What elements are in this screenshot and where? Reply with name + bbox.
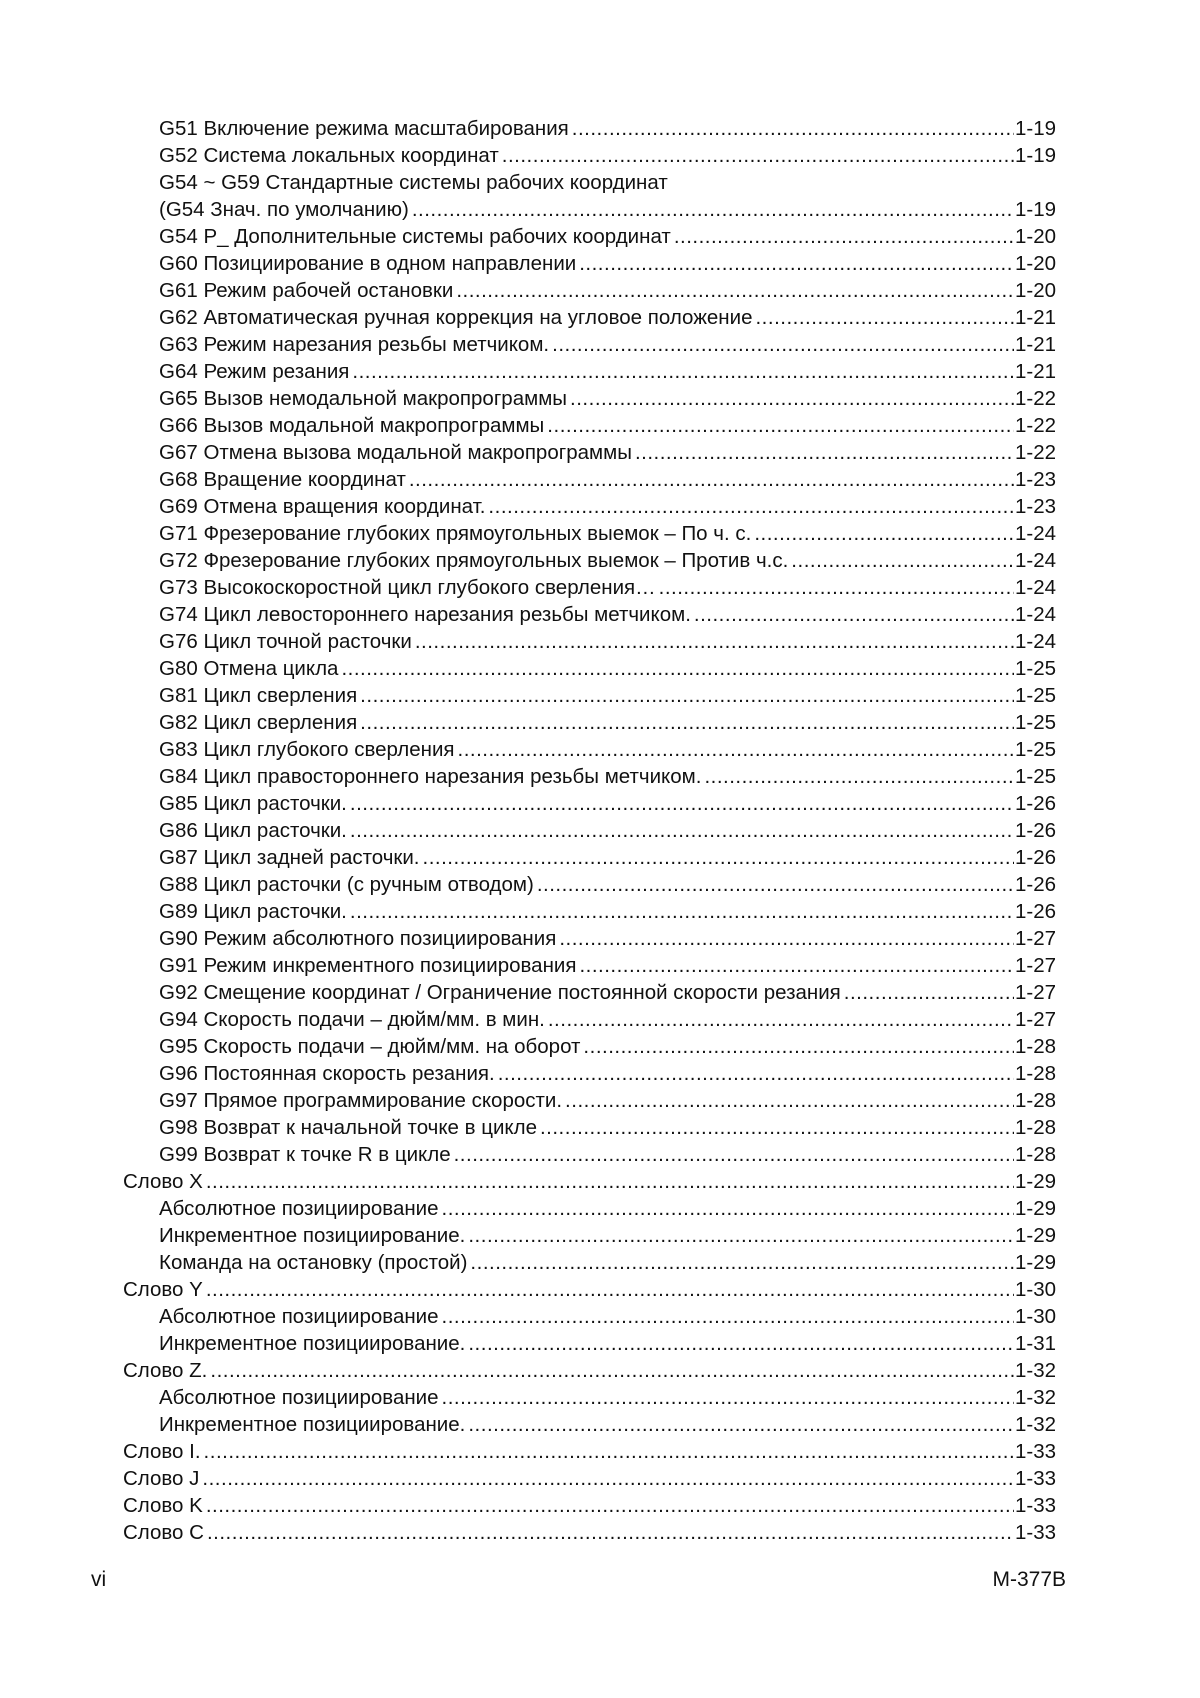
toc-entry-title: Инкрементное позициирование. xyxy=(159,1332,466,1355)
toc-entry-page: 1-22 xyxy=(1014,414,1056,437)
toc-entry-page: 1-29 xyxy=(1014,1251,1056,1274)
toc-entry-title: Абсолютное позициирование xyxy=(159,1386,439,1409)
toc-entry-title: Слово K xyxy=(123,1494,203,1517)
toc-entry[interactable] xyxy=(123,628,1056,655)
toc-dot-leader xyxy=(204,1438,1014,1465)
toc-entry[interactable] xyxy=(123,682,1056,709)
toc-dot-leader xyxy=(579,952,1014,979)
toc-entry-title: G54 ~ G59 Стандартные системы рабочих координат xyxy=(159,171,668,194)
toc-entry[interactable] xyxy=(123,655,1056,682)
toc-entry-page: 1-23 xyxy=(1014,495,1056,518)
toc-entry-title: G83 Цикл глубокого сверления xyxy=(159,738,455,761)
toc-dot-leader xyxy=(754,520,1014,547)
footer-document-code: M-377B xyxy=(992,1568,1066,1591)
toc-entry[interactable] xyxy=(123,520,1056,547)
toc-dot-leader xyxy=(488,493,1014,520)
toc-entry[interactable] xyxy=(123,736,1056,763)
toc-entry-title: G80 Отмена цикла xyxy=(159,657,339,680)
toc-entry-title: G72 Фрезерование глубоких прямоугольных выемок – Против ч.с. xyxy=(159,549,789,572)
toc-entry[interactable] xyxy=(123,196,1056,223)
toc-dot-leader xyxy=(206,1492,1014,1519)
toc-entry-title: Слово Z. xyxy=(123,1359,208,1382)
toc-dot-leader xyxy=(423,844,1014,871)
table-of-contents xyxy=(123,115,1056,1546)
toc-entry-title: G66 Вызов модальной макропрограммы xyxy=(159,414,545,437)
toc-entry-title: G76 Цикл точной расточки xyxy=(159,630,412,653)
toc-dot-leader xyxy=(341,655,1014,682)
toc-entry-page: 1-32 xyxy=(1014,1386,1056,1409)
toc-entry-title: G52 Система локальных координат xyxy=(159,144,499,167)
toc-entry[interactable] xyxy=(123,115,1056,142)
toc-entry-page: 1-27 xyxy=(1014,1008,1056,1031)
toc-entry-page: 1-19 xyxy=(1014,198,1056,221)
toc-dot-leader xyxy=(540,1114,1014,1141)
toc-entry-title: G89 Цикл расточки. xyxy=(159,900,347,923)
toc-entry-title: G85 Цикл расточки. xyxy=(159,792,347,815)
toc-dot-leader xyxy=(352,358,1014,385)
toc-entry-title: G84 Цикл правостороннего нарезания резьбы метчиком. xyxy=(159,765,702,788)
toc-entry-title: G68 Вращение координат xyxy=(159,468,406,491)
toc-entry[interactable] xyxy=(123,979,1056,1006)
toc-dot-leader xyxy=(456,277,1014,304)
toc-dot-leader xyxy=(635,439,1014,466)
toc-entry-page: 1-28 xyxy=(1014,1089,1056,1112)
toc-entry-title: Команда на остановку (простой) xyxy=(159,1251,468,1274)
toc-entry-title: G81 Цикл сверления xyxy=(159,684,358,707)
toc-dot-leader xyxy=(694,601,1014,628)
toc-entry-page: 1-22 xyxy=(1014,387,1056,410)
toc-entry-title: Слово Y xyxy=(123,1278,203,1301)
toc-entry[interactable] xyxy=(123,1060,1056,1087)
toc-entry[interactable] xyxy=(123,331,1056,358)
toc-entry-page: 1-24 xyxy=(1014,522,1056,545)
toc-entry-title: Абсолютное позициирование xyxy=(159,1197,439,1220)
toc-entry[interactable] xyxy=(123,1087,1056,1114)
toc-dot-leader xyxy=(583,1033,1014,1060)
toc-dot-leader xyxy=(844,979,1014,1006)
toc-dot-leader xyxy=(537,871,1014,898)
toc-dot-leader xyxy=(442,1303,1014,1330)
toc-entry-title: G92 Смещение координат / Ограничение постоянной скорости резания xyxy=(159,981,841,1004)
toc-entry-page: 1-30 xyxy=(1014,1278,1056,1301)
toc-dot-leader xyxy=(468,1330,1014,1357)
toc-dot-leader xyxy=(442,1384,1014,1411)
toc-entry[interactable] xyxy=(123,1438,1056,1465)
toc-entry-page: 1-33 xyxy=(1014,1494,1056,1517)
toc-entry-title: Слово J xyxy=(123,1467,200,1490)
toc-entry[interactable] xyxy=(123,790,1056,817)
toc-entry-title: G99 Возврат к точке R в цикле xyxy=(159,1143,451,1166)
toc-entry-page: 1-28 xyxy=(1014,1143,1056,1166)
toc-entry-page: 1-25 xyxy=(1014,765,1056,788)
toc-dot-leader xyxy=(468,1222,1014,1249)
toc-dot-leader xyxy=(470,1249,1014,1276)
toc-entry-page: 1-22 xyxy=(1014,441,1056,464)
toc-entry-page: 1-19 xyxy=(1014,144,1056,167)
toc-dot-leader xyxy=(704,763,1014,790)
toc-entry[interactable] xyxy=(123,1330,1056,1357)
toc-entry-title: G74 Цикл левостороннего нарезания резьбы метчиком. xyxy=(159,603,691,626)
toc-dot-leader xyxy=(350,898,1014,925)
toc-entry-page: 1-21 xyxy=(1014,360,1056,383)
toc-entry[interactable] xyxy=(123,763,1056,790)
toc-dot-leader xyxy=(674,223,1014,250)
toc-entry[interactable] xyxy=(123,1465,1056,1492)
toc-entry-title: G73 Высокоскоростной цикл глубокого сверления… xyxy=(159,576,656,599)
toc-entry-page: 1-26 xyxy=(1014,819,1056,842)
toc-dot-leader xyxy=(579,250,1014,277)
toc-entry[interactable] xyxy=(123,574,1056,601)
toc-entry[interactable] xyxy=(123,493,1056,520)
toc-dot-leader xyxy=(454,1141,1014,1168)
toc-entry[interactable] xyxy=(123,709,1056,736)
toc-entry[interactable] xyxy=(123,1195,1056,1222)
toc-entry-title: G96 Постоянная скорость резания. xyxy=(159,1062,495,1085)
toc-entry-page: 1-26 xyxy=(1014,900,1056,923)
toc-dot-leader xyxy=(350,790,1014,817)
toc-entry-page: 1-29 xyxy=(1014,1197,1056,1220)
toc-entry[interactable] xyxy=(123,385,1056,412)
toc-entry-page: 1-20 xyxy=(1014,279,1056,302)
toc-dot-leader xyxy=(570,385,1014,412)
toc-dot-leader xyxy=(552,331,1014,358)
toc-entry[interactable] xyxy=(123,1357,1056,1384)
toc-entry-title: Слово I. xyxy=(123,1440,201,1463)
toc-entry-title: G88 Цикл расточки (с ручным отводом) xyxy=(159,873,534,896)
toc-entry-title: G82 Цикл сверления xyxy=(159,711,358,734)
toc-entry-page: 1-31 xyxy=(1014,1332,1056,1355)
toc-dot-leader xyxy=(559,925,1014,952)
toc-entry-title: Инкрементное позициирование. xyxy=(159,1413,466,1436)
toc-dot-leader xyxy=(498,1060,1014,1087)
toc-entry[interactable] xyxy=(123,1303,1056,1330)
toc-entry-page: 1-30 xyxy=(1014,1305,1056,1328)
toc-dot-leader xyxy=(791,547,1014,574)
toc-entry[interactable] xyxy=(123,925,1056,952)
toc-entry-page: 1-26 xyxy=(1014,873,1056,896)
toc-entry-title: Абсолютное позициирование xyxy=(159,1305,439,1328)
toc-entry-page: 1-28 xyxy=(1014,1116,1056,1139)
toc-entry-page: 1-23 xyxy=(1014,468,1056,491)
toc-entry[interactable] xyxy=(123,277,1056,304)
footer-page-number: vi xyxy=(91,1568,107,1591)
toc-entry[interactable] xyxy=(123,1114,1056,1141)
toc-entry-title: G90 Режим абсолютного позициирования xyxy=(159,927,557,950)
toc-dot-leader xyxy=(206,1168,1014,1195)
toc-entry-page: 1-24 xyxy=(1014,549,1056,572)
toc-dot-leader xyxy=(350,817,1014,844)
toc-entry-page: 1-29 xyxy=(1014,1224,1056,1247)
toc-entry-title: G71 Фрезерование глубоких прямоугольных выемок – По ч. с. xyxy=(159,522,752,545)
toc-entry-page: 1-24 xyxy=(1014,603,1056,626)
toc-dot-leader xyxy=(458,736,1014,763)
toc-entry-page: 1-24 xyxy=(1014,576,1056,599)
toc-entry-page: 1-25 xyxy=(1014,684,1056,707)
toc-entry-title: (G54 Знач. по умолчанию) xyxy=(159,198,409,221)
toc-entry[interactable] xyxy=(123,1411,1056,1438)
toc-entry-page: 1-29 xyxy=(1014,1170,1056,1193)
toc-entry-title: G63 Режим нарезания резьбы метчиком. xyxy=(159,333,550,356)
toc-dot-leader xyxy=(202,1465,1014,1492)
toc-entry-page: 1-19 xyxy=(1014,117,1056,140)
toc-entry-title: G64 Режим резания xyxy=(159,360,350,383)
toc-entry[interactable] xyxy=(123,304,1056,331)
toc-entry-page: 1-21 xyxy=(1014,306,1056,329)
toc-entry[interactable] xyxy=(123,898,1056,925)
toc-entry[interactable] xyxy=(123,412,1056,439)
toc-entry-title: G97 Прямое программирование скорости. xyxy=(159,1089,563,1112)
toc-entry[interactable] xyxy=(123,1249,1056,1276)
toc-entry-page: 1-20 xyxy=(1014,225,1056,248)
toc-entry-page: 1-26 xyxy=(1014,846,1056,869)
toc-entry-page: 1-24 xyxy=(1014,630,1056,653)
toc-dot-leader xyxy=(468,1411,1014,1438)
toc-entry-title: Слово C xyxy=(123,1521,204,1544)
toc-entry[interactable] xyxy=(123,439,1056,466)
toc-entry-page: 1-33 xyxy=(1014,1440,1056,1463)
toc-entry-page: 1-26 xyxy=(1014,792,1056,815)
toc-dot-leader xyxy=(360,682,1014,709)
toc-entry-title: G91 Режим инкрементного позициирования xyxy=(159,954,577,977)
toc-entry[interactable] xyxy=(123,358,1056,385)
toc-entry-title: Инкрементное позициирование. xyxy=(159,1224,466,1247)
toc-entry-title: Слово X xyxy=(123,1170,203,1193)
toc-entry-title: G87 Цикл задней расточки. xyxy=(159,846,420,869)
toc-entry[interactable] xyxy=(123,1141,1056,1168)
toc-entry-title: G60 Позициирование в одном направлении xyxy=(159,252,577,275)
toc-entry-title: G54 P_ Дополнительные системы рабочих координат xyxy=(159,225,671,248)
toc-entry[interactable] xyxy=(123,142,1056,169)
toc-entry-page: 1-25 xyxy=(1014,711,1056,734)
toc-dot-leader xyxy=(572,115,1014,142)
toc-entry-title: G69 Отмена вращения координат. xyxy=(159,495,486,518)
toc-entry[interactable] xyxy=(123,601,1056,628)
toc-entry-page: 1-32 xyxy=(1014,1413,1056,1436)
toc-dot-leader xyxy=(412,196,1014,223)
toc-entry-title: G51 Включение режима масштабирования xyxy=(159,117,569,140)
toc-entry-page: 1-28 xyxy=(1014,1062,1056,1085)
toc-entry[interactable] xyxy=(123,250,1056,277)
toc-entry-page: 1-25 xyxy=(1014,657,1056,680)
toc-entry-title: G62 Автоматическая ручная коррекция на угловое положение xyxy=(159,306,753,329)
toc-entry[interactable] xyxy=(123,817,1056,844)
toc-dot-leader xyxy=(565,1087,1014,1114)
toc-entry[interactable] xyxy=(123,1519,1056,1546)
toc-dot-leader xyxy=(360,709,1014,736)
toc-entry-title: G95 Скорость подачи – дюйм/мм. на оборот xyxy=(159,1035,581,1058)
toc-entry-page: 1-21 xyxy=(1014,333,1056,356)
toc-entry-page: 1-27 xyxy=(1014,927,1056,950)
toc-entry[interactable] xyxy=(123,466,1056,493)
toc-dot-leader xyxy=(502,142,1014,169)
toc-entry-page: 1-32 xyxy=(1014,1359,1056,1382)
toc-dot-leader xyxy=(409,466,1014,493)
toc-entry[interactable] xyxy=(123,169,1056,196)
toc-entry[interactable] xyxy=(123,1006,1056,1033)
toc-dot-leader xyxy=(659,574,1014,601)
toc-entry[interactable] xyxy=(123,1492,1056,1519)
toc-entry[interactable] xyxy=(123,1276,1056,1303)
toc-dot-leader xyxy=(755,304,1013,331)
toc-entry[interactable] xyxy=(123,1033,1056,1060)
toc-entry-title: G61 Режим рабочей остановки xyxy=(159,279,454,302)
toc-entry-page: 1-33 xyxy=(1014,1467,1056,1490)
toc-entry[interactable] xyxy=(123,1384,1056,1411)
toc-dot-leader xyxy=(415,628,1014,655)
toc-entry-page: 1-27 xyxy=(1014,981,1056,1004)
toc-entry[interactable] xyxy=(123,844,1056,871)
toc-entry[interactable] xyxy=(123,1222,1056,1249)
toc-entry[interactable] xyxy=(123,547,1056,574)
toc-dot-leader xyxy=(207,1519,1014,1546)
toc-entry[interactable] xyxy=(123,1168,1056,1195)
toc-entry-title: G86 Цикл расточки. xyxy=(159,819,347,842)
toc-entry-title: G94 Скорость подачи – дюйм/мм. в мин. xyxy=(159,1008,545,1031)
toc-dot-leader xyxy=(206,1276,1014,1303)
toc-entry-page: 1-20 xyxy=(1014,252,1056,275)
toc-entry[interactable] xyxy=(123,952,1056,979)
toc-entry-title: G67 Отмена вызова модальной макропрограммы xyxy=(159,441,632,464)
toc-entry-page: 1-33 xyxy=(1014,1521,1056,1544)
toc-entry-page: 1-27 xyxy=(1014,954,1056,977)
toc-dot-leader xyxy=(548,1006,1014,1033)
toc-entry[interactable] xyxy=(123,871,1056,898)
toc-entry-title: G98 Возврат к начальной точке в цикле xyxy=(159,1116,537,1139)
toc-dot-leader xyxy=(210,1357,1014,1384)
toc-entry-page: 1-25 xyxy=(1014,738,1056,761)
toc-dot-leader xyxy=(442,1195,1014,1222)
toc-dot-leader xyxy=(547,412,1014,439)
toc-entry-title: G65 Вызов немодальной макропрограммы xyxy=(159,387,568,410)
toc-entry-page: 1-28 xyxy=(1014,1035,1056,1058)
toc-entry[interactable] xyxy=(123,223,1056,250)
